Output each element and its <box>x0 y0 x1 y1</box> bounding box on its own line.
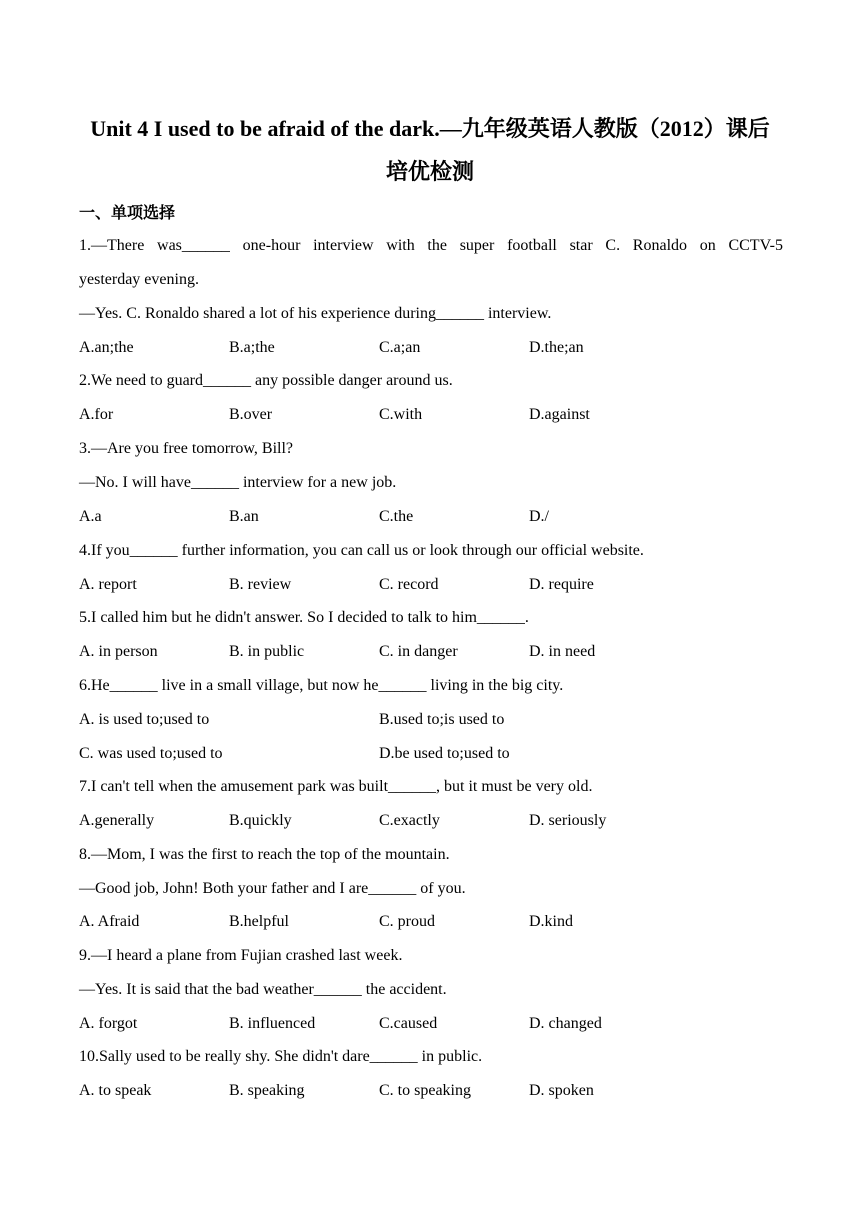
question-9-options <box>79 1013 783 1035</box>
option-c: C. was used to;used to <box>79 745 223 762</box>
option-d: D. changed <box>529 1015 602 1032</box>
option-a: A.for <box>79 406 114 423</box>
option-b: B. speaking <box>229 1082 305 1099</box>
question-7-stem: 7.I can't tell when the amusement park was built______, but it must be very old. <box>79 778 593 795</box>
option-b: B.an <box>229 508 259 525</box>
option-b: B.a;the <box>229 339 275 356</box>
option-d: D. spoken <box>529 1082 594 1099</box>
question-10-stem: 10.Sally used to be really shy. She didn't dare______ in public. <box>79 1048 483 1065</box>
question-1-stem: 1.—There was______ one-hour interview with the super football star C. Ronaldo on CCTV-5 <box>79 237 783 254</box>
option-c: C. in danger <box>379 643 458 660</box>
option-a: A. Afraid <box>79 913 140 930</box>
question-4-stem: 4.If you______ further information, you can call us or look through our official website. <box>79 542 644 559</box>
option-d: D./ <box>529 508 549 525</box>
option-b: B. influenced <box>229 1015 316 1032</box>
option-c: C. to speaking <box>379 1082 471 1099</box>
option-a: A. in person <box>79 643 158 660</box>
option-b: B.quickly <box>229 812 292 829</box>
option-b: B.over <box>229 406 273 423</box>
option-c: C. record <box>379 576 439 593</box>
option-d: D. seriously <box>529 812 607 829</box>
question-5-stem: 5.I called him but he didn't answer. So I decided to talk to him______. <box>79 609 529 626</box>
option-d: D. require <box>529 576 594 593</box>
option-c: C.the <box>379 508 414 525</box>
question-5-options <box>79 641 783 663</box>
question-9-stem: 9.—I heard a plane from Fujian crashed last week. <box>79 947 403 964</box>
option-c: C.caused <box>379 1015 438 1032</box>
question-2-options <box>79 404 783 426</box>
option-b: B. review <box>229 576 292 593</box>
page-title-continued: 培优检测 <box>385 159 474 184</box>
question-8-reply: —Good job, John! Both your father and I are______ of you. <box>79 880 466 897</box>
option-c: C.exactly <box>379 812 440 829</box>
question-3-stem: 3.—Are you free tomorrow, Bill? <box>79 440 294 457</box>
option-d: D.kind <box>529 913 573 930</box>
question-8-options <box>79 911 783 933</box>
question-6-stem: 6.He______ live in a small village, but now he______ living in the big city. <box>79 677 564 694</box>
option-a: A.a <box>79 508 102 525</box>
option-a: A. to speak <box>79 1082 152 1099</box>
page-title: Unit 4 I used to be afraid of the dark.—九年级英语人教版（2012）课后 <box>90 116 770 141</box>
option-c: C. proud <box>379 913 435 930</box>
question-9-reply: —Yes. It is said that the bad weather______ the accident. <box>79 981 447 998</box>
option-a: A.generally <box>79 812 155 829</box>
option-b: B.helpful <box>229 913 289 930</box>
question-1-reply: —Yes. C. Ronaldo shared a lot of his experience during______ interview. <box>79 305 552 322</box>
option-a: A. report <box>79 576 137 593</box>
question-7-options <box>79 810 783 832</box>
option-a: A. forgot <box>79 1015 138 1032</box>
question-10-options <box>79 1080 783 1102</box>
question-8-stem: 8.—Mom, I was the first to reach the top of the mountain. <box>79 846 450 863</box>
option-c: C.with <box>379 406 423 423</box>
option-d: D.the;an <box>529 339 584 356</box>
question-1-stem-continued: yesterday evening. <box>79 271 199 288</box>
option-a: A.an;the <box>79 339 134 356</box>
question-6-options-row-2 <box>79 743 783 765</box>
option-a: A. is used to;used to <box>79 711 210 728</box>
option-b: B. in public <box>229 643 305 660</box>
section-heading: 一、单项选择 <box>79 203 176 222</box>
option-d: D. in need <box>529 643 596 660</box>
question-2-stem: 2.We need to guard______ any possible danger around us. <box>79 372 453 389</box>
question-3-reply: —No. I will have______ interview for a new job. <box>79 474 397 491</box>
option-d: D.be used to;used to <box>379 745 510 762</box>
question-6-options-row-1 <box>79 709 783 731</box>
question-3-options <box>79 506 783 528</box>
question-4-options <box>79 574 783 596</box>
option-b: B.used to;is used to <box>379 711 505 728</box>
question-1-options <box>79 337 783 359</box>
option-d: D.against <box>529 406 590 423</box>
option-c: C.a;an <box>379 339 421 356</box>
